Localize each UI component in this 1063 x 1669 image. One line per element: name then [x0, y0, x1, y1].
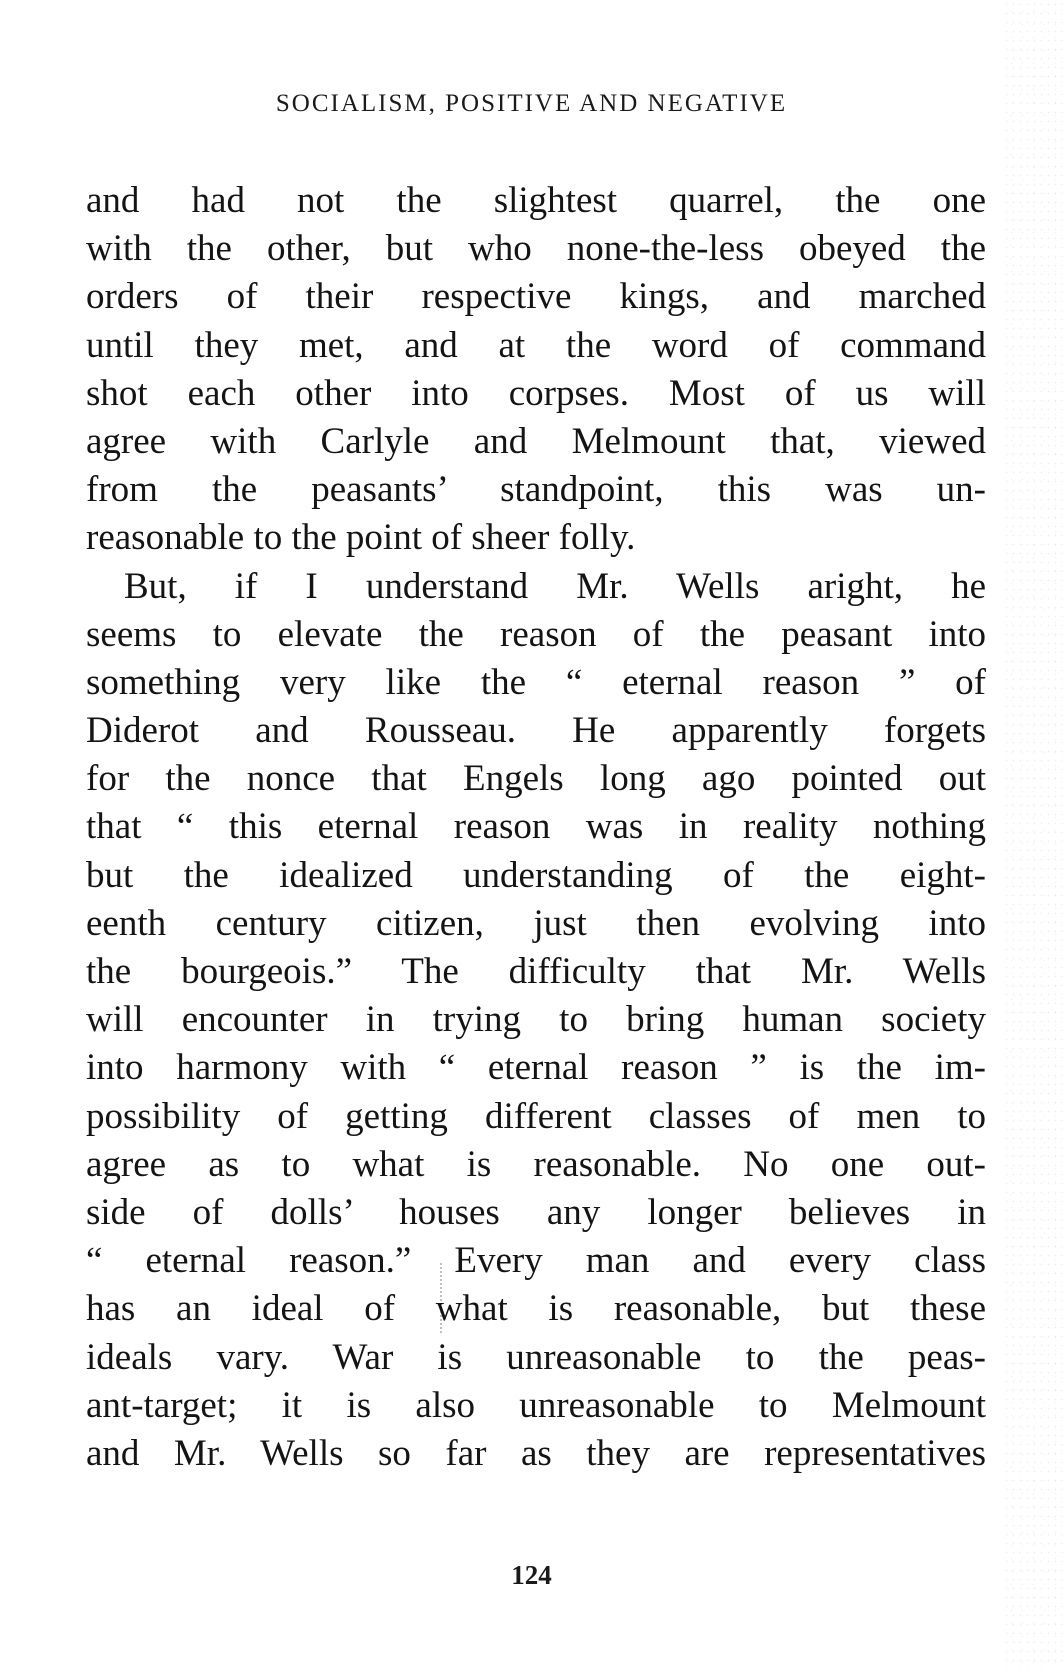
text-line: will encounter in trying to bring human society — [86, 999, 986, 1041]
text-line: with the other, but who none-the-less obeyed the — [86, 228, 986, 270]
text-line: into harmony with “ eternal reason ” is the im- — [86, 1047, 986, 1089]
text-line: agree with Carlyle and Melmount that, viewed — [86, 420, 986, 462]
text-line: until they met, and at the word of command — [86, 324, 986, 366]
text-line: for the nonce that Engels long ago pointed out — [86, 758, 986, 800]
text-line: But, if I understand Mr. Wells aright, he — [124, 565, 986, 607]
text-line: from the peasants’ standpoint, this was un- — [86, 469, 986, 511]
page-edge-texture — [1003, 0, 1063, 1669]
text-line: ideals vary. War is unreasonable to the peas- — [86, 1336, 986, 1378]
text-line: reasonable to the point of sheer folly. — [86, 517, 636, 559]
text-line: eenth century citizen, just then evolving into — [86, 902, 986, 944]
text-line: but the idealized understanding of the eight- — [86, 854, 986, 896]
text-line: and had not the slightest quarrel, the one — [86, 180, 986, 221]
text-line: and Mr. Wells so far as they are representatives — [86, 1432, 986, 1474]
text-line: “ eternal reason.” Every man and every class — [86, 1240, 986, 1282]
text-line: shot each other into corpses. Most of us will — [86, 372, 986, 414]
text-line: the bourgeois.” The difficulty that Mr. Wells — [86, 951, 986, 992]
text-line: ant-target; it is also unreasonable to Melmount — [86, 1384, 986, 1426]
text-line: orders of their respective kings, and marched — [86, 276, 986, 318]
body-text — [86, 177, 986, 1478]
text-line: seems to elevate the reason of the peasant into — [86, 613, 986, 655]
text-line: something very like the “ eternal reason ” of — [86, 661, 986, 703]
text-line: has an ideal of what is reasonable, but these — [86, 1288, 986, 1330]
text-line: possibility of getting different classes of men to — [86, 1095, 986, 1137]
print-smudge — [440, 1263, 454, 1333]
text-line: Diderot and Rousseau. He apparently forgets — [86, 710, 986, 752]
page-number: 124 — [511, 1560, 552, 1590]
running-head: SOCIALISM, POSITIVE AND NEGATIVE — [275, 90, 788, 117]
text-line: that “ this eternal reason was in reality nothing — [86, 806, 986, 848]
text-line: agree as to what is reasonable. No one out- — [86, 1143, 986, 1185]
text-line: side of dolls’ houses any longer believes in — [86, 1191, 986, 1233]
